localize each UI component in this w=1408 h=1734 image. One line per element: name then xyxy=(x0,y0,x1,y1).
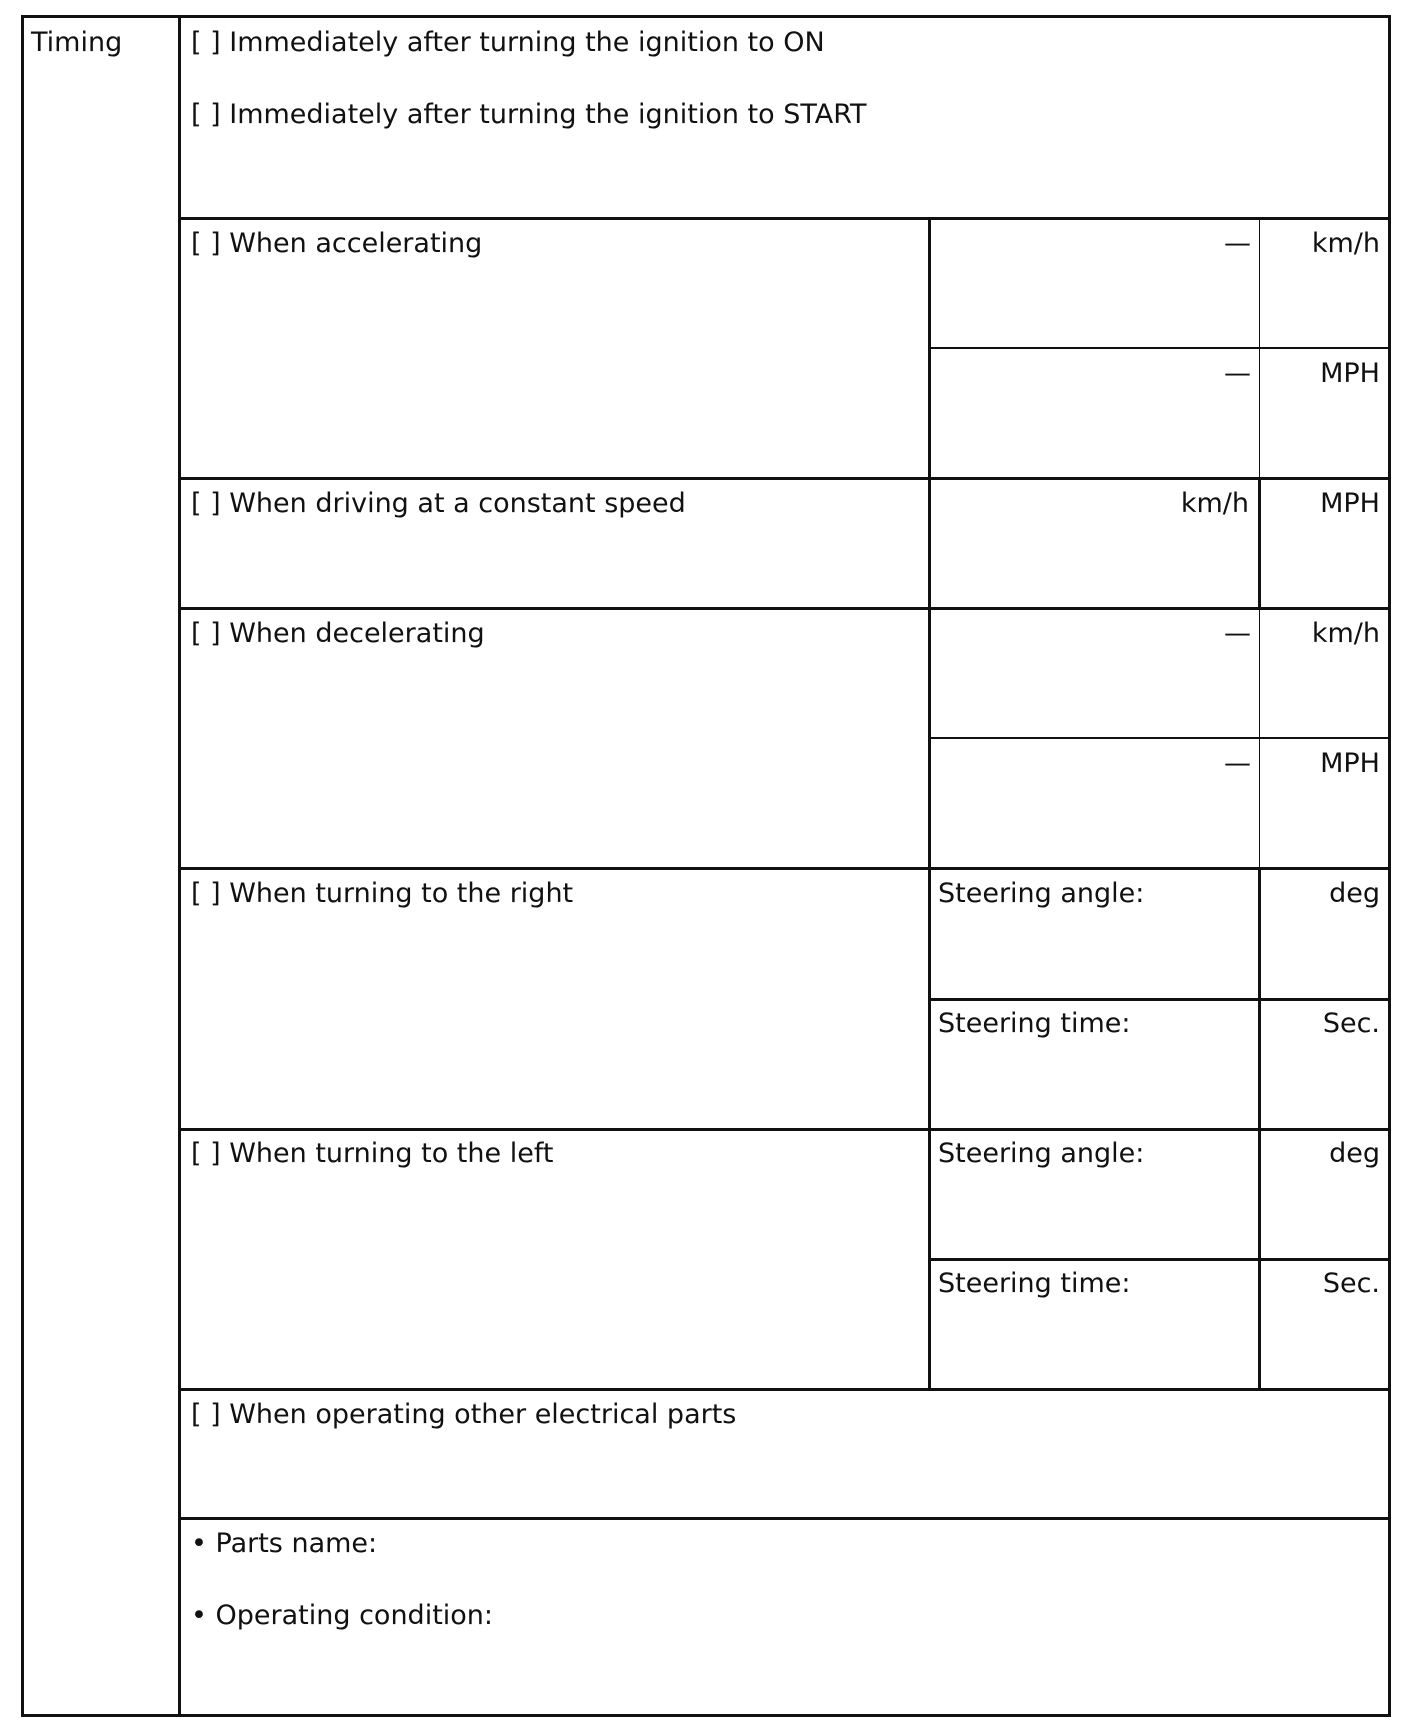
unit-column-divider xyxy=(1259,217,1260,477)
accelerating-mph-dash: — xyxy=(1224,358,1251,389)
ignition-start-option[interactable]: [ ] Immediately after turning the ignition to START xyxy=(191,99,867,130)
other-electrical-option[interactable]: [ ] When operating other electrical parts xyxy=(191,1399,737,1430)
constant-speed-option[interactable]: [ ] When driving at a constant speed xyxy=(191,488,686,519)
accelerating-kmh-dash: — xyxy=(1224,228,1251,259)
turn-left-angle-unit: deg xyxy=(1329,1138,1380,1169)
timing-column-divider xyxy=(178,15,181,1717)
constant-speed-mph-unit: MPH xyxy=(1320,488,1380,519)
parts-name-field[interactable]: • Parts name: xyxy=(191,1528,378,1559)
value-column-divider xyxy=(928,217,931,1391)
subrow-divider xyxy=(928,998,1391,1001)
row-divider xyxy=(178,1388,1391,1391)
constant-speed-kmh-unit: km/h xyxy=(1180,488,1249,519)
border-bottom xyxy=(21,1714,1391,1717)
turn-left-option[interactable]: [ ] When turning to the left xyxy=(191,1138,554,1169)
decelerating-mph-dash: — xyxy=(1224,748,1251,779)
turn-left-time-label: Steering time: xyxy=(938,1268,1131,1299)
accelerating-option[interactable]: [ ] When accelerating xyxy=(191,228,483,259)
row-divider xyxy=(178,217,1391,220)
turn-right-time-label: Steering time: xyxy=(938,1008,1131,1039)
turn-left-time-unit: Sec. xyxy=(1322,1268,1380,1299)
decelerating-kmh-unit: km/h xyxy=(1311,618,1380,649)
row-divider xyxy=(178,477,1391,480)
turn-right-time-unit: Sec. xyxy=(1322,1008,1380,1039)
subrow-divider xyxy=(928,1258,1391,1261)
timing-form xyxy=(21,15,1391,1717)
ignition-on-option[interactable]: [ ] Immediately after turning the ignition to ON xyxy=(191,27,825,58)
decelerating-option[interactable]: [ ] When decelerating xyxy=(191,618,485,649)
border-left xyxy=(21,15,24,1717)
accelerating-kmh-unit: km/h xyxy=(1311,228,1380,259)
row-divider xyxy=(178,867,1391,870)
border-top xyxy=(21,15,1391,18)
row-divider xyxy=(178,607,1391,610)
accelerating-mph-unit: MPH xyxy=(1320,358,1380,389)
subrow-divider xyxy=(928,737,1391,739)
unit-column-divider xyxy=(1258,867,1261,1391)
subrow-divider xyxy=(928,347,1391,349)
turn-left-angle-label: Steering angle: xyxy=(938,1138,1145,1169)
decelerating-kmh-dash: — xyxy=(1224,618,1251,649)
turn-right-option[interactable]: [ ] When turning to the right xyxy=(191,878,574,909)
row-divider xyxy=(178,1517,1391,1520)
turn-right-angle-unit: deg xyxy=(1329,878,1380,909)
unit-column-divider xyxy=(1258,477,1261,610)
operating-condition-field[interactable]: • Operating condition: xyxy=(191,1600,494,1631)
row-divider xyxy=(178,1128,1391,1131)
turn-right-angle-label: Steering angle: xyxy=(938,878,1145,909)
border-right xyxy=(1388,15,1391,1717)
decelerating-mph-unit: MPH xyxy=(1320,748,1380,779)
timing-label: Timing xyxy=(31,27,123,58)
unit-column-divider xyxy=(1259,607,1260,867)
